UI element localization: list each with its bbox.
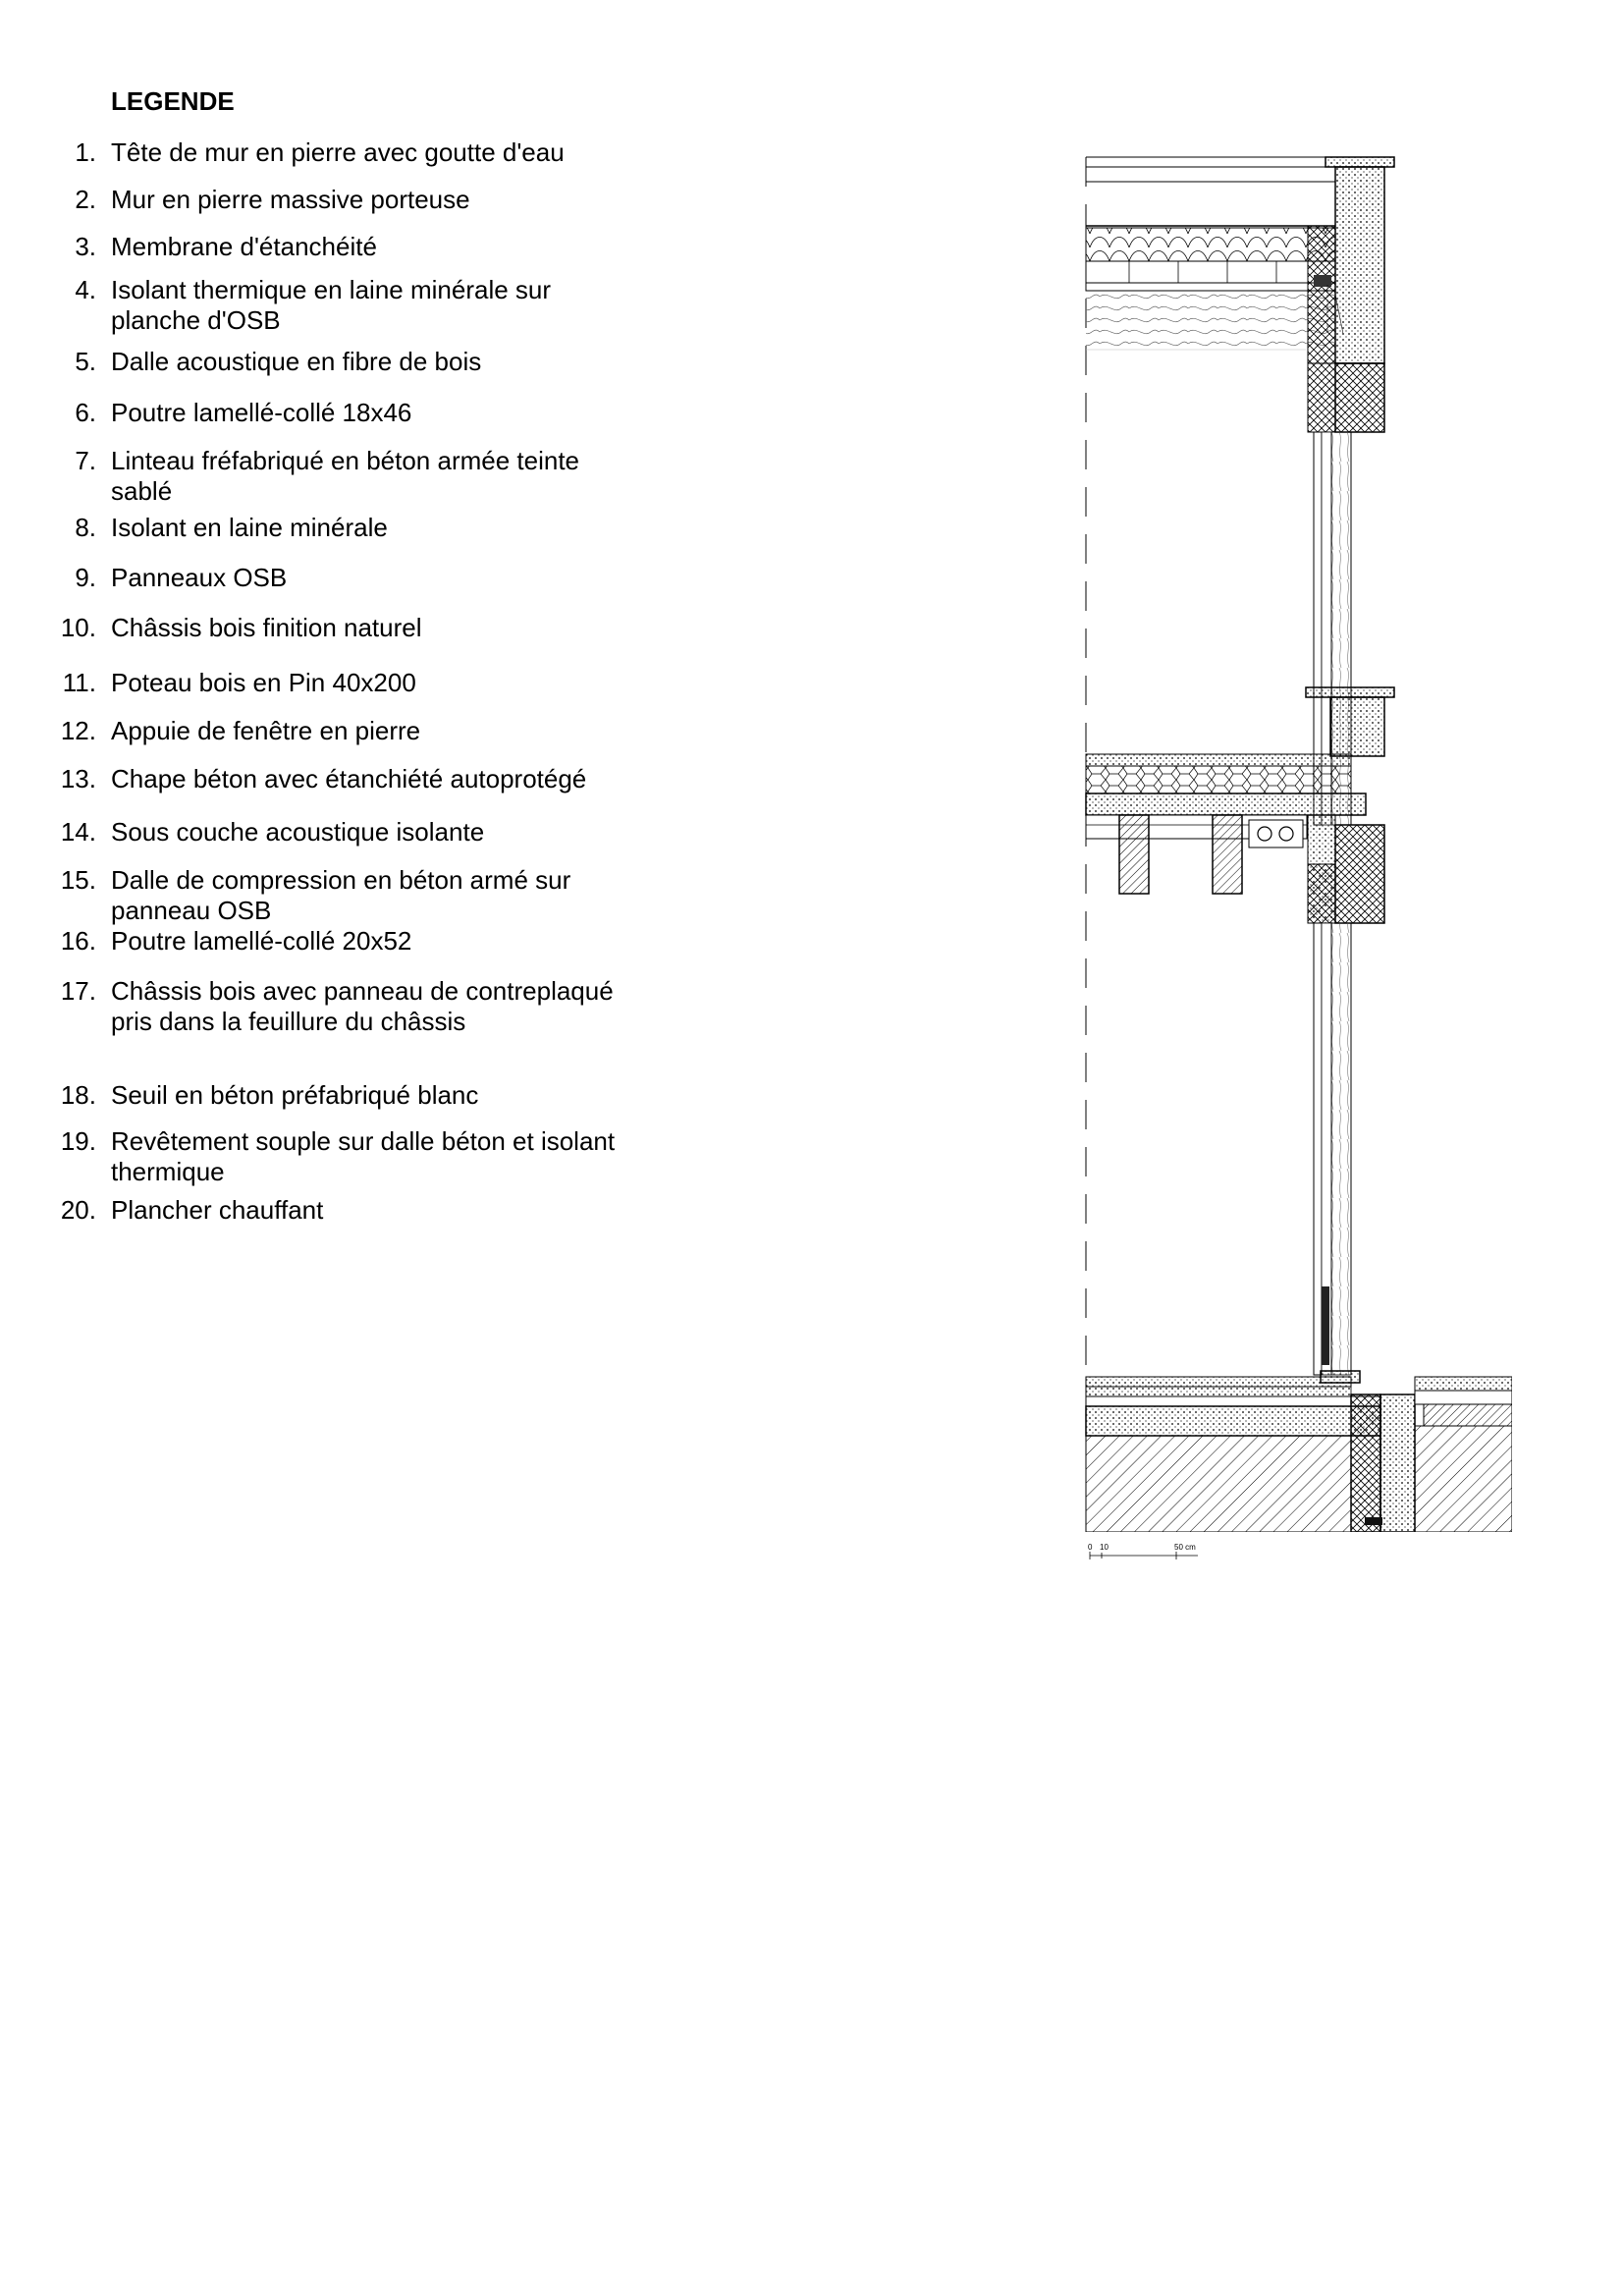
legend-item-number: 5. — [75, 347, 96, 376]
ground-floor-assembly — [1086, 1371, 1512, 1532]
legend-item-text: Tête de mur en pierre avec goutte d'eau — [111, 137, 565, 167]
legend-item-number: 6. — [75, 398, 96, 427]
foundation-wall — [1351, 1394, 1380, 1532]
concrete-slab — [1086, 1406, 1380, 1436]
legend-item-text: Dalle de compression en béton armé sur panneau OSB — [111, 865, 571, 925]
legend-item-text: Plancher chauffant — [111, 1195, 324, 1225]
legend-item-text: Poutre lamellé-collé 20x52 — [111, 926, 412, 956]
legend-item-number: 16. — [60, 926, 96, 956]
roof-assembly — [1086, 157, 1335, 350]
intermediate-floor — [1086, 687, 1394, 923]
lower-wall-window — [1314, 923, 1351, 1375]
legend-item-number: 14. — [60, 817, 96, 847]
roof-insulation — [1086, 228, 1335, 261]
scale-tick-50: 50 cm — [1174, 1543, 1196, 1552]
acoustic-underlay — [1086, 766, 1351, 793]
legend-item-number: 9. — [75, 563, 96, 592]
legend-item-number: 7. — [75, 446, 96, 475]
legend-item-text: Seuil en béton préfabriqué blanc — [111, 1080, 479, 1110]
legend-item-number: 18. — [60, 1080, 96, 1110]
legend-item-text: Chape béton avec étanchiété autoprotégé — [111, 764, 587, 793]
legend-item-number: 20. — [60, 1195, 96, 1225]
legend-item-text: Revêtement souple sur dalle béton et isolant thermique — [111, 1126, 616, 1186]
parapet-wall-head — [1308, 157, 1394, 432]
scale-tick-10: 10 — [1100, 1543, 1109, 1552]
legend-item-text: Poteau bois en Pin 40x200 — [111, 668, 416, 697]
legend-item-number: 19. — [60, 1126, 96, 1156]
legend-item-number: 2. — [75, 185, 96, 214]
legend-item-number: 8. — [75, 513, 96, 542]
roof-acoustic-slab — [1086, 291, 1335, 350]
legend-item-text: Appuie de fenêtre en pierre — [111, 716, 421, 745]
legend-item-number: 11. — [62, 668, 96, 697]
wall-section-drawing — [1070, 137, 1512, 1532]
legend-item-number: 12. — [60, 716, 96, 745]
scale-tick-0: 0 — [1088, 1543, 1093, 1552]
legend-item-number: 15. — [60, 865, 96, 895]
roof-osb — [1086, 261, 1335, 283]
window-sill-stone — [1306, 687, 1394, 697]
legend-item-number: 13. — [60, 764, 96, 793]
legend-item-number: 4. — [75, 275, 96, 304]
scale-bar — [1088, 1542, 1206, 1569]
legend-item-text: Membrane d'étanchéité — [111, 232, 377, 261]
legend-item-text: Linteau fréfabriqué en béton armée teinte sablé — [111, 446, 580, 506]
legend-item-text: Châssis bois avec panneau de contreplaqué pris dans la feuillure du châssis — [111, 976, 614, 1036]
floor-covering — [1086, 1377, 1351, 1387]
legend-title: LEGENDE — [111, 86, 235, 116]
legend-item-text: Poutre lamellé-collé 18x46 — [111, 398, 412, 427]
legend-item-number: 17. — [60, 976, 96, 1006]
legend-item-text: Isolant thermique en laine minérale sur planche d'OSB — [111, 275, 552, 335]
legend-item-number: 3. — [75, 232, 96, 261]
legend-item-text: Sous couche acoustique isolante — [111, 817, 485, 847]
perimeter-insulation — [1380, 1394, 1415, 1532]
legend-item-text: Panneaux OSB — [111, 563, 288, 592]
glulam-beam-b — [1213, 815, 1242, 894]
legend-item-number: 10. — [60, 613, 96, 642]
compression-slab — [1086, 793, 1366, 815]
ground-soil — [1086, 1436, 1351, 1532]
legend-item-text: Dalle acoustique en fibre de bois — [111, 347, 482, 376]
legend-item-text: Mur en pierre massive porteuse — [111, 185, 470, 214]
legend-item-text: Isolant en laine minérale — [111, 513, 388, 542]
screed-layer — [1086, 754, 1351, 766]
glulam-beam-a — [1119, 815, 1149, 894]
legend-item-number: 1. — [75, 137, 96, 167]
legend-item-text: Châssis bois finition naturel — [111, 613, 422, 642]
